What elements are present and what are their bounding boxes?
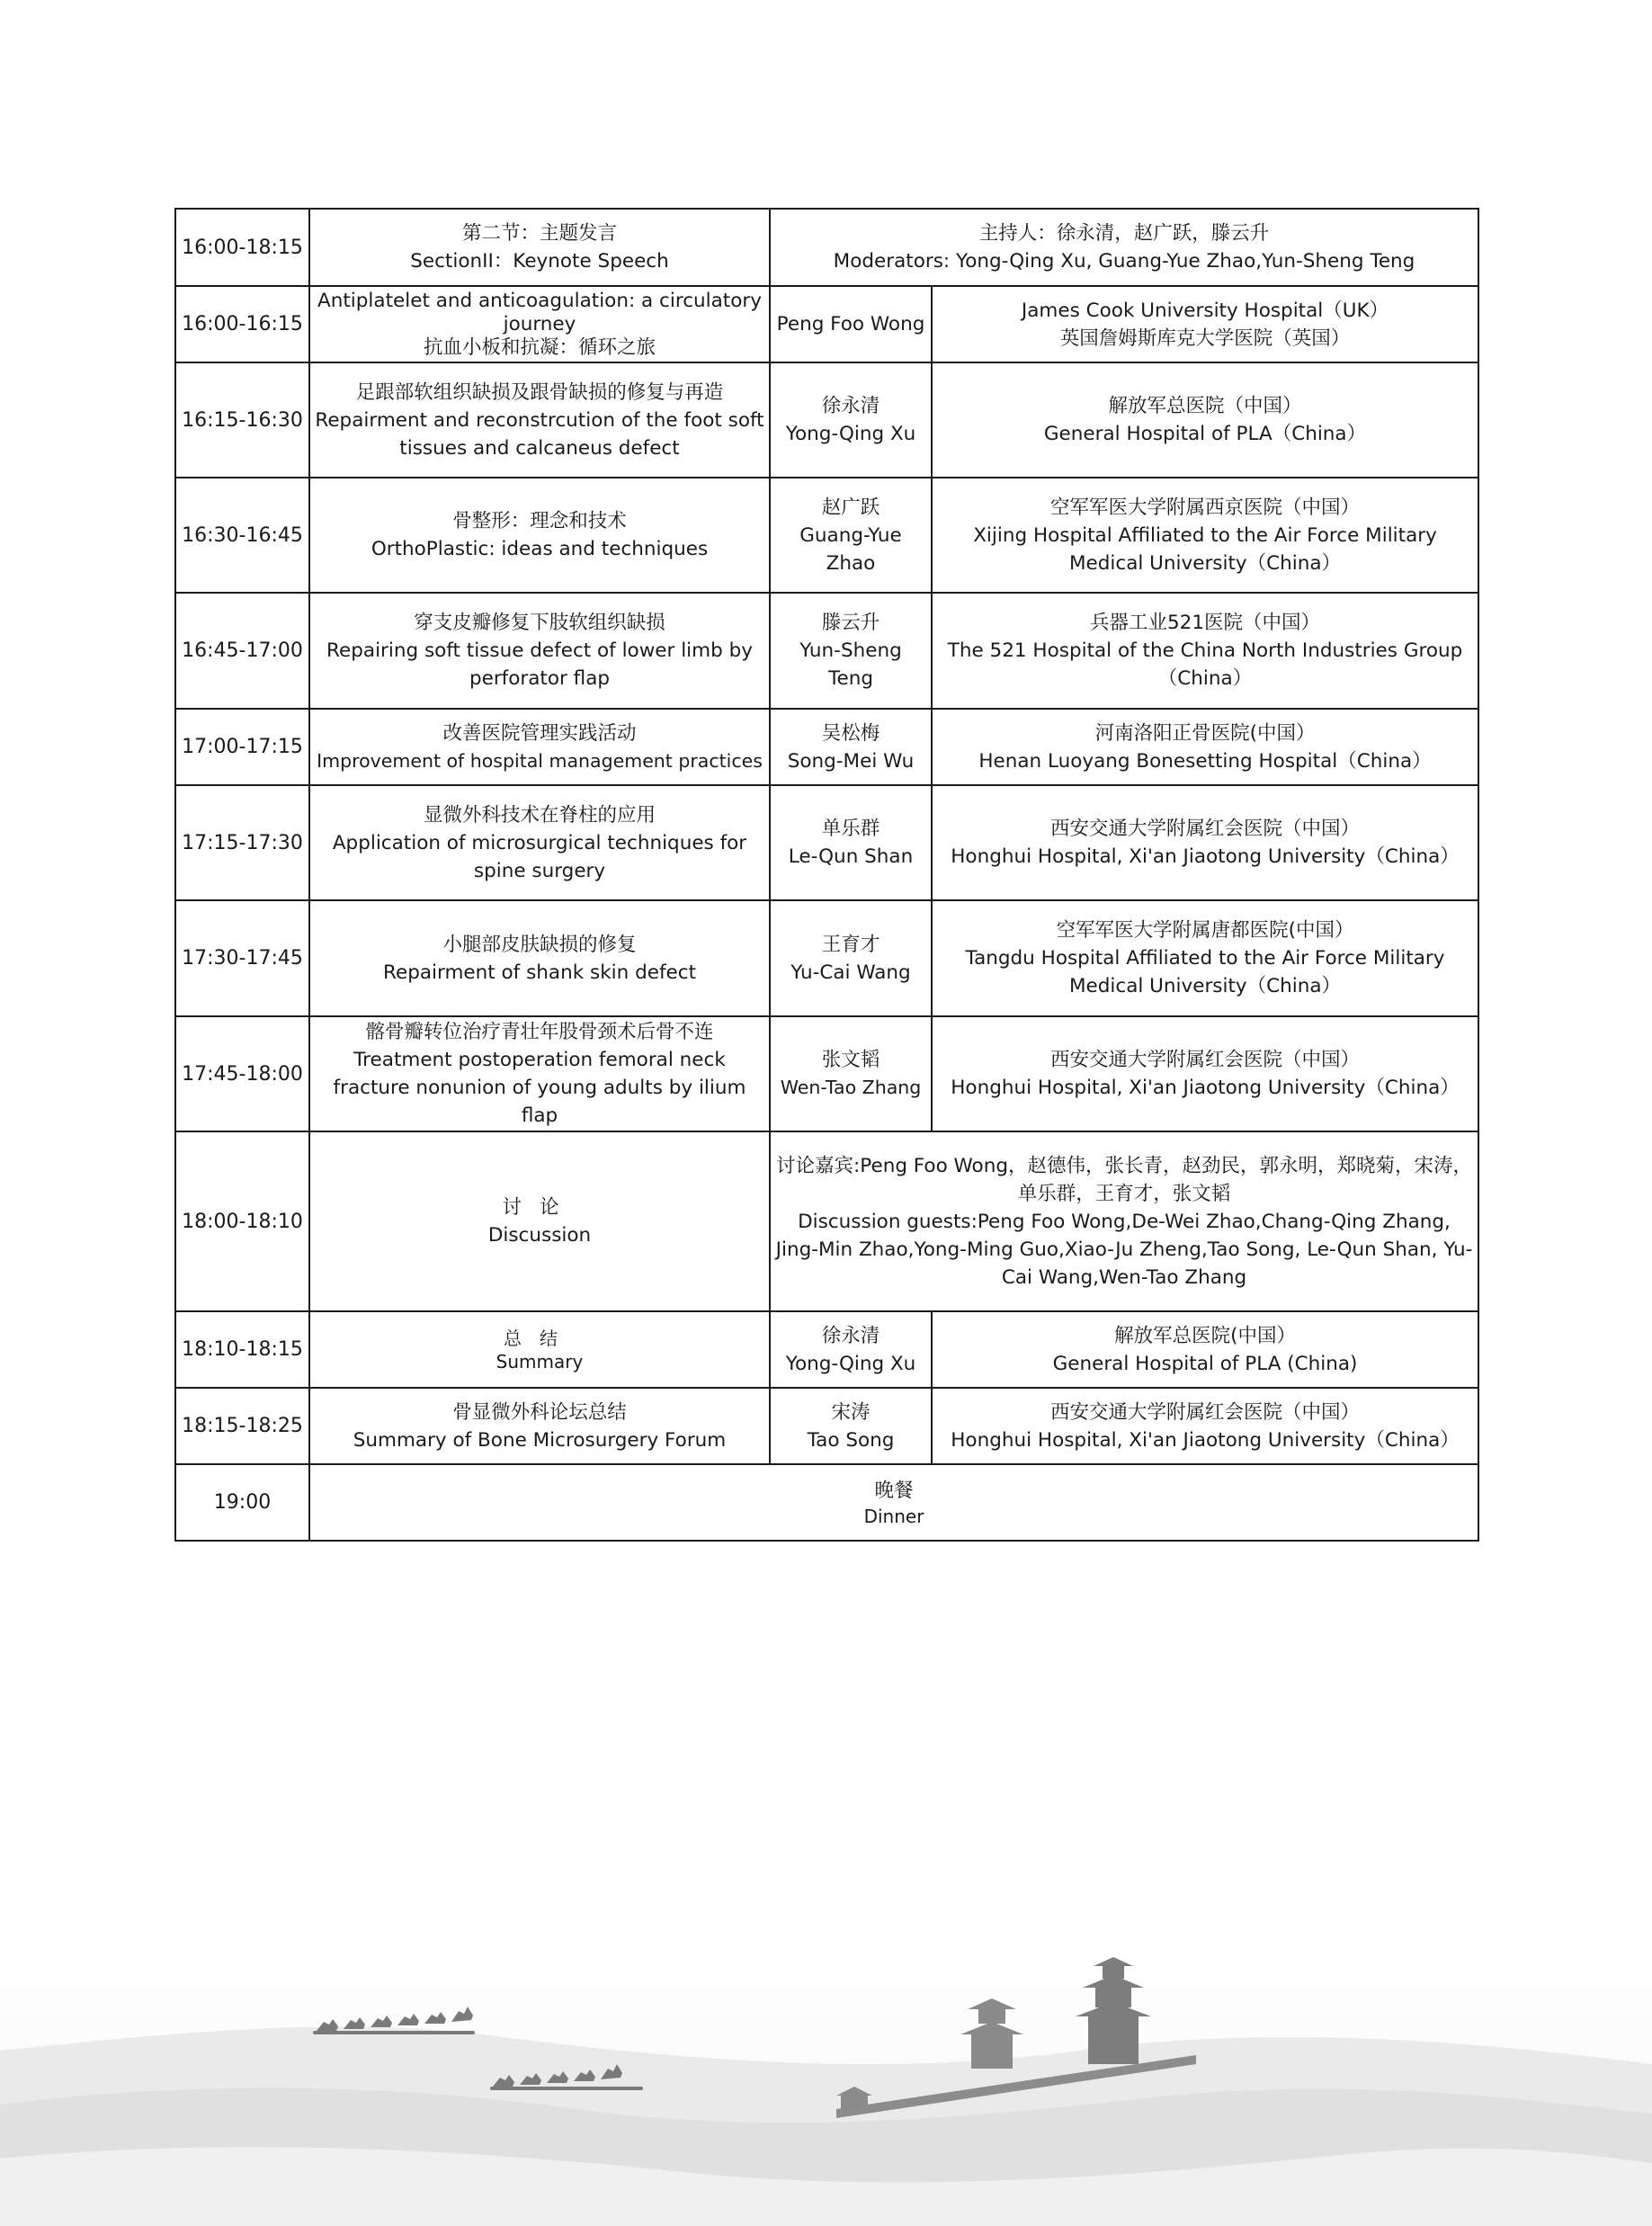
- institution-cell: [932, 593, 1478, 709]
- moderators-en: Moderators: Yong-Qing Xu, Guang-Yue Zhao,Yun-Sheng Teng: [833, 250, 1415, 273]
- topic-en: Repairment of shank skin defect: [383, 961, 696, 984]
- table-row: [175, 709, 1478, 785]
- institution-zh: 空军军医大学附属西京医院（中国）: [1050, 496, 1361, 519]
- institution-zh: 河南洛阳正骨医院(中国）: [1094, 721, 1316, 745]
- time-cell: 17:30-17:45: [175, 900, 309, 1016]
- topic-zh: 髂骨瓣转位治疗青壮年股骨颈术后骨不连: [365, 1021, 714, 1043]
- topic-en: Improvement of hospital management practices: [317, 749, 763, 772]
- time-cell: 16:00-16:15: [175, 286, 309, 362]
- topic-zh: 骨整形：理念和技术: [452, 510, 627, 532]
- dinner-cell: [309, 1464, 1478, 1541]
- speaker-zh: 王育才: [821, 933, 880, 956]
- topic-cell: [309, 1388, 770, 1464]
- table-row: [175, 1311, 1478, 1388]
- topic-cell: [309, 209, 770, 286]
- topic-en: Repairing soft tissue defect of lower limb by perforator flap: [326, 639, 753, 690]
- table-row: [175, 286, 1478, 362]
- institution-en: Henan Luoyang Bonesetting Hospital（China）: [978, 749, 1432, 773]
- topic-en: Application of microsurgical techniques for spine surgery: [332, 831, 747, 882]
- institution-en: General Hospital of PLA (China): [1052, 1352, 1358, 1375]
- institution-cell: [932, 785, 1478, 900]
- schedule-table: [174, 208, 1479, 1542]
- speaker-zh: 徐永清: [821, 1324, 880, 1347]
- topic-en: Dinner: [863, 1506, 924, 1527]
- desert-scene-illustration: [0, 1952, 1652, 2226]
- topic-en: OrthoPlastic: ideas and techniques: [371, 538, 709, 560]
- institution-en: Tangdu Hospital Affiliated to the Air Force Military Medical University（China）: [965, 947, 1445, 997]
- topic-zh: 骨显微外科论坛总结: [452, 1400, 627, 1424]
- topic-cell: [309, 1016, 770, 1131]
- topic-cell: [309, 1131, 770, 1311]
- speaker-en: Le-Qun Shan: [788, 845, 914, 868]
- institution-cell: [932, 1016, 1478, 1131]
- topic-zh: 显微外科技术在脊柱的应用: [423, 803, 656, 827]
- speaker-cell: [770, 286, 932, 362]
- time-cell: 16:45-17:00: [175, 593, 309, 709]
- institution-zh: 西安交通大学附属红会医院（中国）: [1050, 1400, 1361, 1424]
- topic-zh: 改善医院管理实践活动: [442, 721, 637, 745]
- table-row: [175, 900, 1478, 1016]
- topic-zh: 第二节：主题发言: [461, 222, 617, 245]
- discussion-guests-cell: [770, 1131, 1478, 1311]
- institution-zh: 解放军总医院(中国）: [1114, 1324, 1296, 1347]
- speaker-zh: 吴松梅: [821, 721, 880, 745]
- speaker-en: Yun-Sheng Teng: [799, 639, 902, 690]
- institution-en: Honghui Hospital, Xi'an Jiaotong University（China）: [951, 1428, 1460, 1452]
- speaker-cell: [770, 785, 932, 900]
- topic-zh: 总结: [504, 1327, 576, 1349]
- topic-cell: [309, 362, 770, 478]
- speaker-cell: [770, 362, 932, 478]
- table-row: [175, 1016, 1478, 1131]
- institution-cell: [932, 478, 1478, 593]
- table-row: [175, 1131, 1478, 1311]
- institution-cell: [932, 362, 1478, 478]
- speaker-zh: 徐永清: [821, 395, 880, 417]
- speaker-cell: [770, 593, 932, 709]
- institution-en: James Cook University Hospital（UK）: [1021, 299, 1389, 322]
- topic-en: Antiplatelet and anticoagulation: a circulatory journey: [317, 289, 762, 335]
- time-cell: 18:10-18:15: [175, 1311, 309, 1388]
- topic-zh: 穿支皮瓣修复下肢软组织缺损: [414, 612, 665, 634]
- institution-zh: 兵器工业521医院（中国）: [1089, 612, 1321, 634]
- table-row: [175, 785, 1478, 900]
- topic-en: Summary of Bone Microsurgery Forum: [353, 1428, 727, 1452]
- time-cell: 17:00-17:15: [175, 709, 309, 785]
- table-row: [175, 593, 1478, 709]
- topic-cell: [309, 709, 770, 785]
- moderators-cell: [770, 209, 1478, 286]
- speaker-cell: [770, 478, 932, 593]
- topic-zh: 讨论: [502, 1196, 577, 1219]
- speaker-zh: 赵广跃: [821, 496, 880, 519]
- institution-en: Xijing Hospital Affiliated to the Air Force Military Medical University（China）: [973, 523, 1437, 575]
- institution-zh: 解放军总医院（中国）: [1108, 395, 1302, 417]
- speaker-zh: 滕云升: [821, 612, 880, 634]
- institution-cell: [932, 900, 1478, 1016]
- topic-en: SectionII：Keynote Speech: [410, 250, 669, 273]
- speaker-cell: [770, 1311, 932, 1388]
- institution-en: Honghui Hospital, Xi'an Jiaotong University（China）: [951, 1077, 1460, 1099]
- time-cell: 17:45-18:00: [175, 1016, 309, 1131]
- institution-cell: [932, 1388, 1478, 1464]
- institution-en: The 521 Hospital of the China North Industries Group（China）: [947, 639, 1463, 690]
- topic-cell: [309, 900, 770, 1016]
- time-cell: 16:00-18:15: [175, 209, 309, 286]
- moderators-zh: 主持人：徐永清，赵广跃，滕云升: [978, 222, 1270, 245]
- topic-en: Discussion: [487, 1224, 592, 1247]
- speaker-zh: 单乐群: [821, 818, 880, 840]
- topic-cell: [309, 478, 770, 593]
- speaker-cell: [770, 1016, 932, 1131]
- time-cell: 18:00-18:10: [175, 1131, 309, 1311]
- time-cell: 16:30-16:45: [175, 478, 309, 593]
- time-cell: 17:15-17:30: [175, 785, 309, 900]
- institution-zh: 空军军医大学附属唐都医院(中国）: [1056, 919, 1354, 942]
- speaker-en: Yong-Qing Xu: [785, 1352, 916, 1375]
- speaker-en: Peng Foo Wong: [776, 313, 925, 335]
- table-row: [175, 362, 1478, 478]
- topic-zh: 小腿部皮肤缺损的修复: [442, 933, 637, 956]
- institution-zh: 英国詹姆斯库克大学医院（英国）: [1059, 326, 1351, 350]
- speaker-en: Guang-Yue Zhao: [799, 523, 902, 575]
- institution-zh: 西安交通大学附属红会医院（中国）: [1050, 1049, 1361, 1071]
- topic-en: Summary: [496, 1350, 584, 1372]
- topic-cell: [309, 785, 770, 900]
- topic-cell: [309, 593, 770, 709]
- topic-en: Treatment postoperation femoral neck fracture nonunion of young adults by ilium flap: [333, 1049, 746, 1127]
- speaker-cell: [770, 1388, 932, 1464]
- speaker-en: Song-Mei Wu: [787, 749, 915, 773]
- table-row: [175, 1464, 1478, 1541]
- table-row: [175, 478, 1478, 593]
- speaker-cell: [770, 709, 932, 785]
- institution-cell: [932, 1311, 1478, 1388]
- speaker-cell: [770, 900, 932, 1016]
- institution-zh: 西安交通大学附属红会医院（中国）: [1050, 818, 1361, 840]
- institution-en: Honghui Hospital, Xi'an Jiaotong University（China）: [951, 845, 1460, 868]
- time-cell: 18:15-18:25: [175, 1388, 309, 1464]
- speaker-zh: 宋涛: [831, 1400, 871, 1424]
- table-row: [175, 209, 1478, 286]
- topic-zh: 抗血小板和抗凝：循环之旅: [423, 335, 656, 359]
- time-cell: 19:00: [175, 1464, 309, 1541]
- speaker-en: Tao Song: [807, 1428, 895, 1452]
- guests-zh: 讨论嘉宾:Peng Foo Wong，赵德伟，张长青，赵劲民，郭永明，郑晓菊，宋涛，单乐群，王育才，张文韬: [776, 1154, 1472, 1205]
- topic-zh: 晚餐: [874, 1480, 914, 1502]
- institution-cell: [932, 286, 1478, 362]
- topic-en: Repairment and reconstrcution of the foot soft tissues and calcaneus defect: [315, 408, 764, 460]
- institution-cell: [932, 709, 1478, 785]
- speaker-en: Yu-Cai Wang: [790, 961, 911, 984]
- topic-cell: [309, 286, 770, 362]
- speaker-en: Yong-Qing Xu: [785, 423, 916, 445]
- institution-en: General Hospital of PLA（China）: [1043, 423, 1367, 445]
- speaker-zh: 张文韬: [821, 1049, 880, 1071]
- time-cell: 16:15-16:30: [175, 362, 309, 478]
- topic-zh: 足跟部软组织缺损及跟骨缺损的修复与再造: [355, 380, 724, 404]
- table-row: [175, 1388, 1478, 1464]
- speaker-en: Wen-Tao Zhang: [780, 1077, 922, 1098]
- topic-cell: [309, 1311, 770, 1388]
- guests-en: Discussion guests:Peng Foo Wong,De-Wei Zhao,Chang-Qing Zhang, Jing-Min Zhao,Yong-Ming Guo,Xiao-Ju Zheng,Tao Song, Le-Qun Shan, Yu-Cai Wang,Wen-Tao Zhang: [775, 1210, 1473, 1289]
